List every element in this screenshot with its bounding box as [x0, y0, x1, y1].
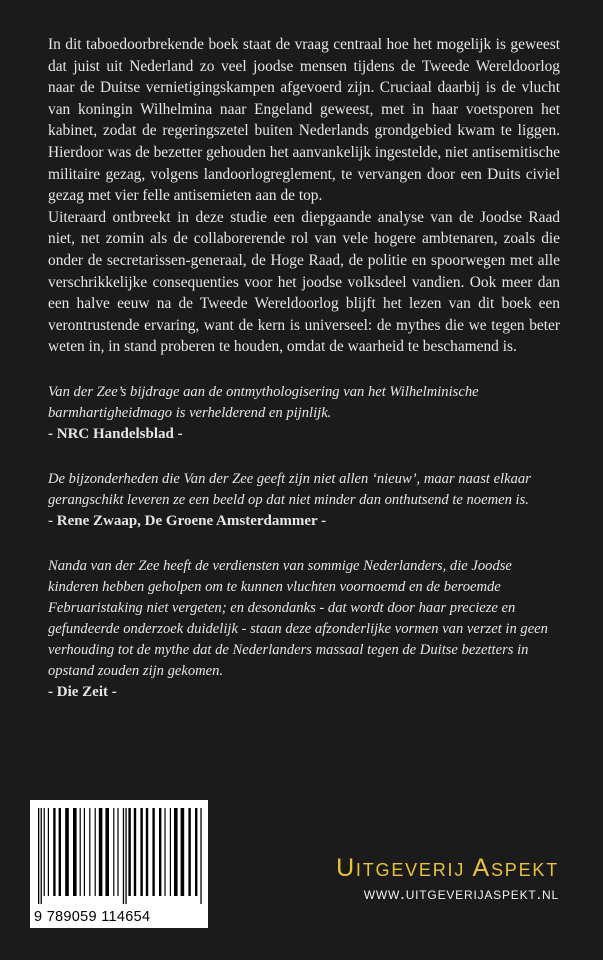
review-quote: Nanda van der Zee heeft de verdiensten van sommige Nederlanders, die Joodse kinderen hebben geholpen om te kunnen vluchten voornoemd en de beroemde Februaristaking niet vergeten; en desondanks - dat wordt door haar precieze en gefundeerde onderzoek duidelijk - staan deze afzonderlijke vormen van verzet in geen verhouding tot de mythe dat de Nederlanders massaal tegen de Duitse bezetters in opstand zouden zijn gekomen. [48, 557, 548, 679]
review-quote: Van der Zee’s bijdrage aan de ontmythologisering van het Wilhelminische barmhartigheidmago is verhelderend en pijnlijk. [48, 383, 479, 421]
barcode-bar [128, 808, 130, 896]
barcode-bar [174, 808, 178, 896]
barcode-bar [195, 808, 197, 896]
barcode-bar [140, 808, 142, 896]
review-block [48, 469, 560, 532]
isbn-barcode [30, 800, 208, 928]
review-source: - NRC Handelsblad - [48, 425, 183, 442]
barcode-bar [105, 808, 109, 896]
barcode-bar [146, 808, 148, 896]
description-paragraph-1: In dit taboedoorbrekende boek staat de vraag centraal hoe het mogelijk is geweest dat juist uit Nederland zo veel joodse mensen tijdens de Tweede Wereldoorlog naar de Duitse vernietigingskampen afgevoerd zijn. Cruciaal daarbij is de vlucht van koningin Wilhelmina naar Engeland geweest, met in haar voetsporen het kabinet, zodat de regeringszetel buiten Nederlands grondgebied kwam te liggen. Hierdoor was de bezetter gehouden het aanvankelijk ingestelde, niet antisemitische militaire gezag, volgens landoorlogreglement, te vervangen door een Duits civiel gezag met vier felle antisemieten aan de top. [48, 36, 560, 205]
review-source: - Rene Zwaap, De Groene Amsterdammer - [48, 512, 327, 529]
publisher-block [336, 853, 559, 905]
barcode-bar [80, 808, 81, 896]
barcode-bar [125, 808, 126, 904]
barcode-bar [164, 808, 165, 896]
isbn-number: 9 789059 114654 [34, 909, 151, 925]
review-block [48, 556, 560, 703]
barcode-bar [48, 808, 49, 896]
barcode-bar [53, 808, 55, 896]
barcode-bar [134, 808, 136, 896]
barcode-bar [41, 808, 42, 904]
barcode-bar [117, 808, 118, 896]
barcode-bar [44, 808, 45, 896]
publisher-url: www.uitgeverijaspekt.nl [363, 884, 559, 903]
review-block [48, 382, 560, 445]
barcode-bar [159, 808, 161, 896]
review-quote: De bijzonderheden die Van der Zee geeft zijn niet allen ‘nieuw’, maar naast elkaar gerangschikt leveren ze een beeld op dat niet minder dan onthutsend te noemen is. [48, 470, 531, 508]
publisher-name: Uitgeverij Aspekt [336, 854, 559, 882]
barcode-bar [59, 808, 61, 896]
barcode-bar [181, 808, 185, 896]
barcode-bar [152, 808, 154, 896]
barcode-bar [99, 808, 103, 896]
barcode-bar [188, 808, 190, 896]
description-paragraph-2: Uiteraard ontbreekt in deze studie een diepgaande analyse van de Joodse Raad niet, net zomin als de collaborerende rol van vele hogere ambtenaren, zoals die onder de secretarissen-generaal, de Hoge Raad, de politie en spoorwegen met alle verschrikkelijke consequenties voor het joodse volksdeel vandien. Ook meer dan een halve eeuw na de Tweede Wereldoorlog blijft het lezen van dit boek een verontrustende ervaring, want de kern is universeel: de mythes die we tegen beter weten in, in stand proberen te houden, omdat de waarheid te beschamend is. [48, 208, 560, 356]
review-source: - Die Zeit - [48, 683, 117, 700]
barcode-bar [123, 808, 124, 904]
barcode-bar [200, 808, 201, 904]
back-cover-text [48, 34, 560, 703]
barcode-bar [73, 808, 77, 896]
barcode-bar [38, 808, 39, 904]
barcode-bar [89, 808, 90, 896]
barcode-bar [170, 808, 171, 896]
barcode-bar [65, 808, 69, 896]
barcode-bar [84, 808, 85, 896]
barcode-bar [95, 808, 96, 896]
barcode-bar [113, 808, 114, 896]
barcode-bars [36, 808, 202, 904]
